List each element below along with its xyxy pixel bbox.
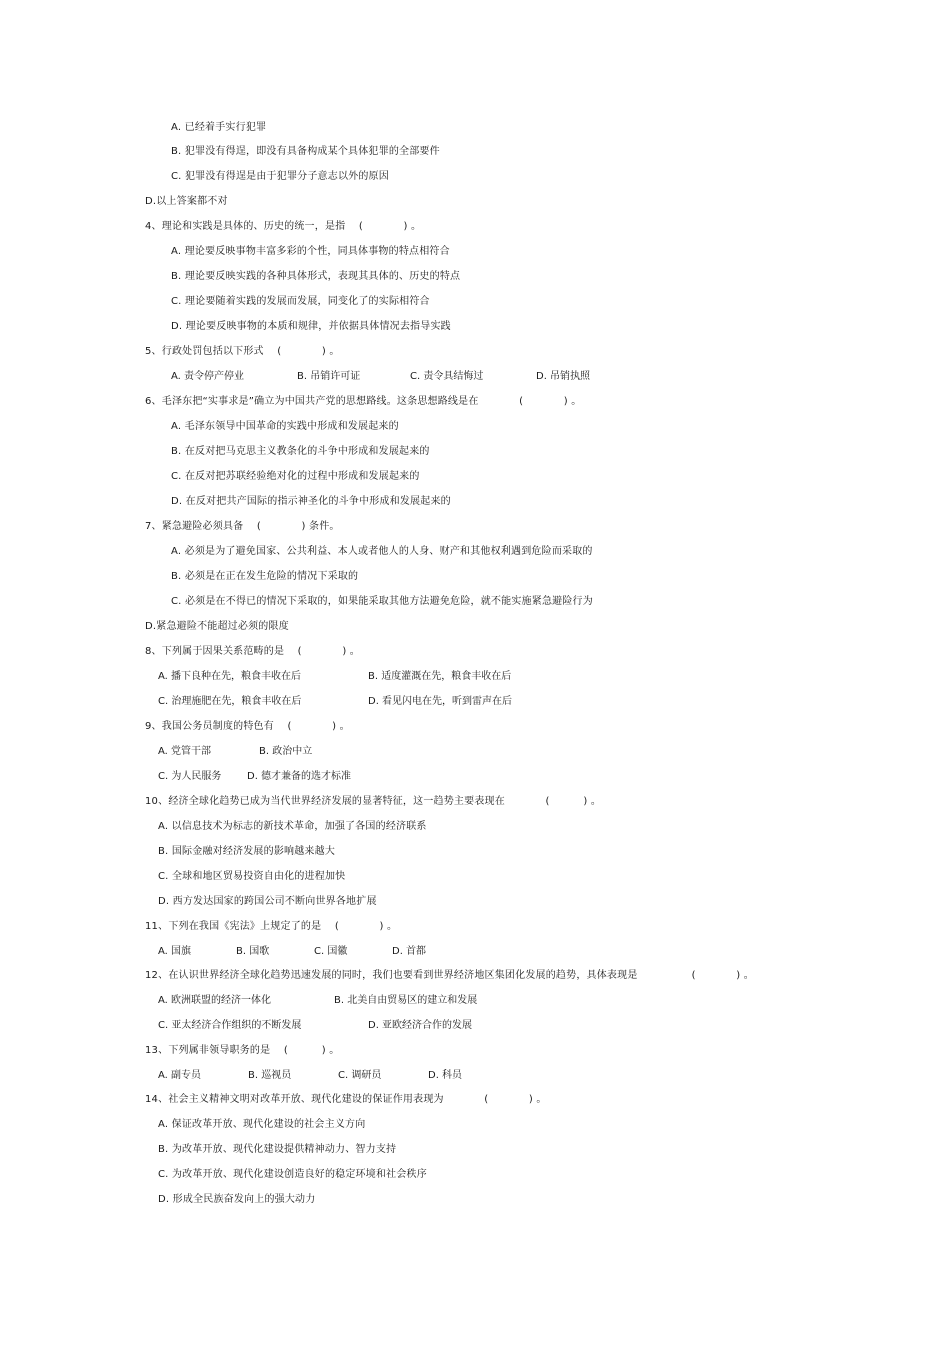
question-9: 9、我国公务员制度的特色有 ( ) 。 <box>145 721 350 732</box>
q6-option-a: A. 毛泽东领导中国革命的实践中形成和发展起来的 <box>171 421 399 432</box>
question-11: 11、下列在我国《宪法》上规定了的是 ( ) 。 <box>145 921 398 932</box>
q8-option-b: B. 适度灌溉在先，粮食丰收在后 <box>368 671 512 682</box>
q3-option-b: B. 犯罪没有得逞，即没有具备构成某个具体犯罪的全部要件 <box>171 146 440 157</box>
q3-option-c: C. 犯罪没有得逞是由于犯罪分子意志以外的原因 <box>171 171 389 182</box>
q9-option-d: D. 德才兼备的选才标准 <box>247 771 352 782</box>
q12-option-b: B. 北美自由贸易区的建立和发展 <box>334 995 478 1006</box>
q6-option-b: B. 在反对把马克思主义教条化的斗争中形成和发展起来的 <box>171 446 430 457</box>
q9-option-a: A. 党管干部 <box>158 746 212 757</box>
question-7: 7、紧急避险必须具备 ( ) 条件。 <box>145 521 340 532</box>
q12-option-d: D. 亚欧经济合作的发展 <box>368 1020 473 1031</box>
question-14: 14、社会主义精神文明对改革开放、现代化建设的保证作用表现为 ( ) 。 <box>145 1094 547 1105</box>
q5-option-c: C. 责令具结悔过 <box>410 371 484 382</box>
q10-option-d: D. 西方发达国家的跨国公司不断向世界各地扩展 <box>158 896 377 907</box>
q11-option-c: C. 国徽 <box>314 946 348 957</box>
q4-option-c: C. 理论要随着实践的发展而发展，同变化了的实际相符合 <box>171 296 430 307</box>
q12-option-a: A. 欧洲联盟的经济一体化 <box>158 995 272 1006</box>
q3-option-d: D.以上答案都不对 <box>145 196 228 207</box>
q7-option-a: A. 必须是为了避免国家、公共利益、本人或者他人的人身、财产和其他权利遇到危险而采取的 <box>171 546 593 557</box>
q14-option-d: D. 形成全民族奋发向上的强大动力 <box>158 1194 316 1205</box>
q14-option-c: C. 为改革开放、现代化建设创造良好的稳定环境和社会秩序 <box>158 1169 427 1180</box>
q7-option-b: B. 必须是在正在发生危险的情况下采取的 <box>171 571 359 582</box>
q11-option-b: B. 国歌 <box>236 946 270 957</box>
q9-option-b: B. 政治中立 <box>259 746 313 757</box>
q11-option-d: D. 首都 <box>392 946 427 957</box>
q13-option-d: D. 科员 <box>428 1070 463 1081</box>
question-4: 4、理论和实践是具体的、历史的统一，是指 ( ) 。 <box>145 221 422 232</box>
q14-option-b: B. 为改革开放、现代化建设提供精神动力、智力支持 <box>158 1144 397 1155</box>
question-10: 10、经济全球化趋势已成为当代世界经济发展的显著特征，这一趋势主要表现在 ( ) 。 <box>145 796 602 807</box>
q5-option-a: A. 责令停产停业 <box>171 371 245 382</box>
question-8: 8、下列属于因果关系范畴的是 ( ) 。 <box>145 646 361 657</box>
question-13: 13、下列属非领导职务的是 ( ) 。 <box>145 1045 340 1056</box>
q8-option-c: C. 治理施肥在先，粮食丰收在后 <box>158 696 302 707</box>
q7-option-d: D.紧急避险不能超过必须的限度 <box>145 621 289 632</box>
question-6: 6、毛泽东把“实事求是”确立为中国共产党的思想路线。这条思想路线是在 ( ) 。 <box>145 396 582 407</box>
q4-option-b: B. 理论要反映实践的各种具体形式，表现其具体的、历史的特点 <box>171 271 461 282</box>
question-5: 5、行政处罚包括以下形式 ( ) 。 <box>145 346 340 357</box>
q6-option-c: C. 在反对把苏联经验绝对化的过程中形成和发展起来的 <box>171 471 420 482</box>
q8-option-a: A. 播下良种在先，粮食丰收在后 <box>158 671 302 682</box>
q11-option-a: A. 国旗 <box>158 946 192 957</box>
q9-option-c: C. 为人民服务 <box>158 771 222 782</box>
q5-option-d: D. 吊销执照 <box>536 371 591 382</box>
q10-option-c: C. 全球和地区贸易投资自由化的进程加快 <box>158 871 346 882</box>
q4-option-a: A. 理论要反映事物丰富多彩的个性，同具体事物的特点相符合 <box>171 246 450 257</box>
q13-option-b: B. 巡视员 <box>248 1070 292 1081</box>
q10-option-b: B. 国际金融对经济发展的影响越来越大 <box>158 846 336 857</box>
q7-option-c: C. 必须是在不得已的情况下采取的，如果能采取其他方法避免危险，就不能实施紧急避险行为 <box>171 596 593 607</box>
q14-option-a: A. 保证改革开放、现代化建设的社会主义方向 <box>158 1119 366 1130</box>
q4-option-d: D. 理论要反映事物的本质和规律，并依据具体情况去指导实践 <box>171 321 451 332</box>
q6-option-d: D. 在反对把共产国际的指示神圣化的斗争中形成和发展起来的 <box>171 496 451 507</box>
q13-option-c: C. 调研员 <box>338 1070 382 1081</box>
question-12: 12、在认识世界经济全球化趋势迅速发展的同时，我们也要看到世界经济地区集团化发展的趋势，具体表现是 ( ) 。 <box>145 970 754 981</box>
q12-option-c: C. 亚太经济合作组织的不断发展 <box>158 1020 302 1031</box>
q5-option-b: B. 吊销许可证 <box>297 371 361 382</box>
q10-option-a: A. 以信息技术为标志的新技术革命，加强了各国的经济联系 <box>158 821 427 832</box>
q3-option-a: A. 已经着手实行犯罪 <box>171 122 267 133</box>
q8-option-d: D. 看见闪电在先，听到雷声在后 <box>368 696 513 707</box>
q13-option-a: A. 副专员 <box>158 1070 202 1081</box>
